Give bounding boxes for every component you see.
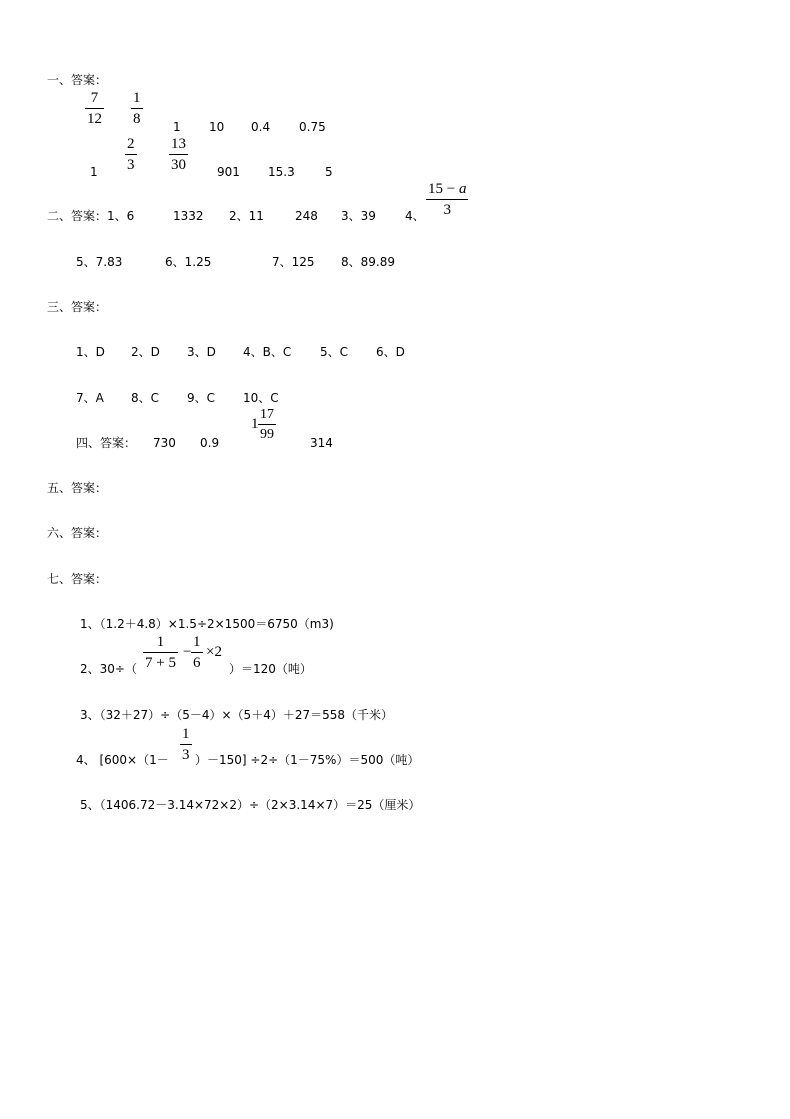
numerator: 7 (90, 90, 99, 106)
s1-value: 10 (209, 120, 225, 134)
fraction-1-8 (131, 90, 143, 127)
section-2-label: 二、答案：1、6 (47, 209, 135, 223)
section-4-label: 四、答案： (76, 436, 137, 450)
s3-answer: 4、B、C (243, 345, 292, 359)
s2-answer: 7、125 (272, 255, 315, 269)
s1-value: 901 (217, 165, 240, 179)
s7-equation-1: 1、（1.2＋4.8）×1.5÷2×1500＝6750（m3) (80, 617, 334, 631)
s7-equation-3: 3、（32＋27）÷（5－4）×（5＋4）＋27＝558（千米） (80, 708, 393, 722)
s3-answer: 9、C (187, 391, 216, 405)
fraction-1-3 (180, 726, 192, 763)
section-5-label: 五、答案： (47, 481, 108, 495)
section-6-label: 六、答案： (47, 526, 108, 540)
s1-value: 0.4 (251, 120, 271, 134)
denominator: 30 (171, 157, 186, 173)
s3-answer: 8、C (131, 391, 160, 405)
numerator: 1 (133, 90, 141, 106)
fraction-7-12 (85, 90, 104, 127)
s1-value: 15.3 (268, 165, 295, 179)
section-7-label: 七、答案： (47, 572, 108, 586)
s3-answer: 3、D (187, 345, 216, 359)
s2-answer: 5、7.83 (76, 255, 123, 269)
numerator: 1 (182, 726, 190, 742)
times-two: ×2 (206, 644, 222, 660)
s4-answer: 0.9 (200, 436, 220, 450)
denominator: 99 (260, 427, 274, 442)
minus-sign: − (183, 644, 192, 660)
s2-answer: 1332 (173, 209, 204, 223)
fraction-2-3 (125, 136, 137, 173)
s7-equation-4-prefix: 4、 [600×（1－ (76, 753, 169, 767)
fraction-15-minus-a-over-3 (426, 181, 468, 218)
s2-answer: 8、89.89 (341, 255, 395, 269)
s1-value: 0.75 (299, 120, 326, 134)
s4-answer: 730 (153, 436, 176, 450)
denominator: 7 + 5 (145, 655, 176, 671)
s1-value: 1 (173, 120, 181, 134)
fraction-bar (131, 108, 143, 109)
fraction-1-over-7-plus-5 (143, 634, 178, 671)
s3-answer: 10、C (243, 391, 279, 405)
s7-equation-2-suffix: ）＝120（吨） (229, 662, 312, 676)
denominator: 3 (127, 157, 135, 173)
denominator: 3 (443, 202, 451, 218)
s2-answer: 248 (295, 209, 318, 223)
s7-equation-5: 5、（1406.72－3.14×72×2）÷（2×3.14×7）＝25（厘米） (80, 798, 421, 812)
numerator: 2 (127, 136, 135, 152)
fraction-bar (180, 744, 192, 745)
s3-answer: 2、D (131, 345, 160, 359)
s2-answer: 6、1.25 (165, 255, 212, 269)
s7-equation-2-prefix: 2、30÷（ (80, 662, 137, 676)
s3-answer: 6、D (376, 345, 405, 359)
numerator: 17 (260, 407, 274, 422)
s3-answer: 1、D (76, 345, 105, 359)
fraction-bar (169, 154, 188, 155)
section-3-label: 三、答案： (47, 300, 108, 314)
denominator: 12 (87, 111, 102, 127)
fraction-bar (426, 199, 468, 200)
fraction-bar (143, 652, 178, 653)
s1-value: 5 (325, 165, 333, 179)
denominator: 6 (193, 655, 201, 671)
fraction-1-6 (191, 634, 203, 671)
s4-answer: 314 (310, 436, 333, 450)
section-1-label: 一、答案： (47, 73, 108, 87)
numerator: 1 (193, 634, 201, 650)
denominator: 3 (182, 747, 190, 763)
fraction-bar (191, 652, 203, 653)
numerator-variable: a (458, 181, 467, 197)
s7-equation-4-suffix: ）－150] ÷2÷（1－75%）＝500（吨） (195, 753, 420, 767)
s2-answer: 4、 (405, 209, 425, 223)
fraction-bar (85, 108, 104, 109)
s3-answer: 7、A (76, 391, 104, 405)
s2-answer: 3、39 (341, 209, 376, 223)
s1-value: 1 (90, 165, 98, 179)
mixed-number-integer: 1 (251, 416, 259, 432)
numerator: 1 (156, 634, 165, 650)
fraction-13-30 (169, 136, 188, 173)
numerator: 13 (171, 136, 186, 152)
s2-answer: 2、11 (229, 209, 264, 223)
s3-answer: 5、C (320, 345, 349, 359)
fraction-bar (258, 424, 276, 425)
numerator (426, 181, 468, 197)
fraction-17-99 (258, 407, 276, 442)
denominator: 8 (133, 111, 141, 127)
fraction-bar (125, 154, 137, 155)
numerator-constant: 15 − (428, 181, 459, 197)
